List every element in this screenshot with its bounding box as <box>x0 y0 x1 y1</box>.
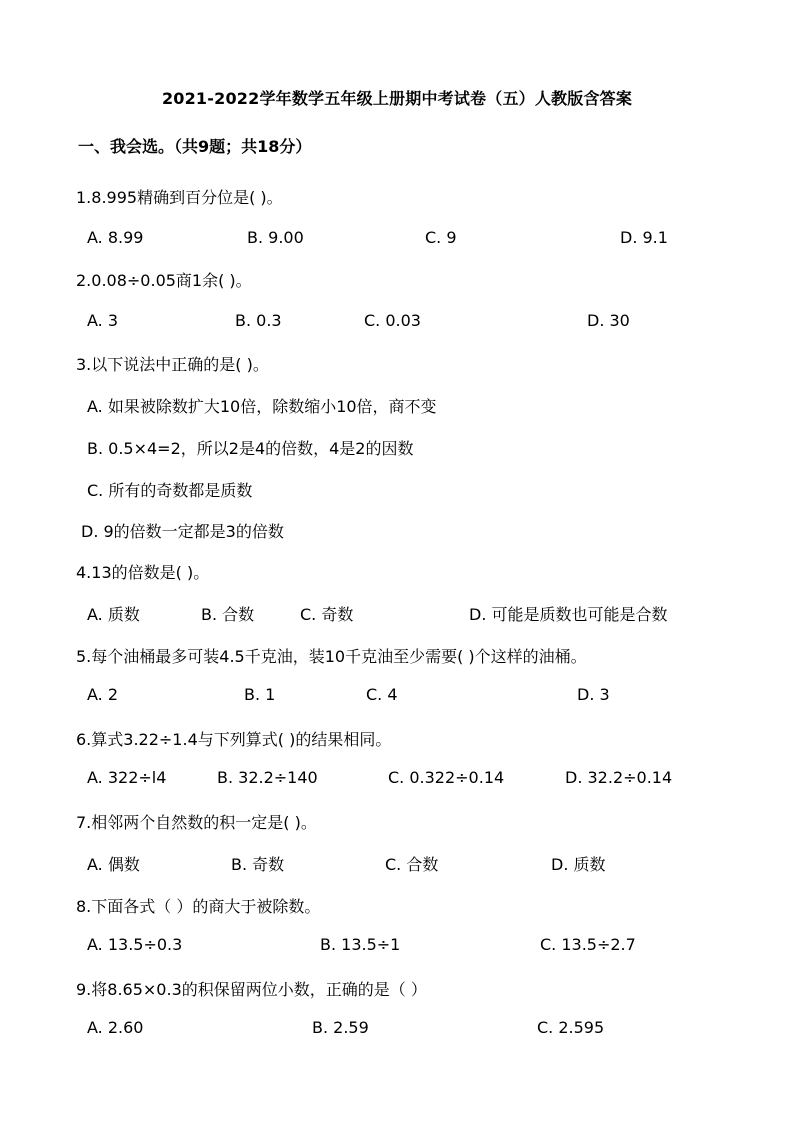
q2-option-a: A. 3 <box>87 311 119 330</box>
q6-option-d: D. 32.2÷0.14 <box>565 768 673 787</box>
question-7: 7.相邻两个自然数的积一定是( )。 <box>76 813 317 832</box>
question-3: 3.以下说法中正确的是( )。 <box>76 355 269 374</box>
q9-option-c: C. 2.595 <box>537 1018 605 1037</box>
q5-option-d: D. 3 <box>577 685 610 704</box>
q4-option-d: D. 可能是质数也可能是合数 <box>469 605 668 624</box>
q7-option-d: D. 质数 <box>551 855 606 874</box>
q8-option-a: A. 13.5÷0.3 <box>87 935 183 954</box>
section-heading: 一、我会选。（共9题；共18分） <box>78 137 312 156</box>
exam-title: 2021-2022学年数学五年级上册期中考试卷（五）人教版含答案 <box>161 89 633 108</box>
q1-option-b: B. 9.00 <box>247 228 304 247</box>
q8-option-c: C. 13.5÷2.7 <box>540 935 636 954</box>
q8-option-b: B. 13.5÷1 <box>320 935 401 954</box>
q3-option-d: D. 9的倍数一定都是3的倍数 <box>81 522 284 541</box>
question-4: 4.13的倍数是( )。 <box>76 563 210 582</box>
q6-option-a: A. 322÷l4 <box>87 768 167 787</box>
q1-option-a: A. 8.99 <box>87 228 144 247</box>
question-5: 5.每个油桶最多可装4.5千克油，装10千克油至少需要( )个这样的油桶。 <box>76 647 587 666</box>
q9-option-a: A. 2.60 <box>87 1018 144 1037</box>
q5-option-b: B. 1 <box>244 685 276 704</box>
q3-option-a: A. 如果被除数扩大10倍，除数缩小10倍，商不变 <box>87 397 437 416</box>
q1-option-c: C. 9 <box>425 228 457 247</box>
question-1: 1.8.995精确到百分位是( )。 <box>76 188 283 207</box>
q6-option-b: B. 32.2÷140 <box>217 768 318 787</box>
q5-option-c: C. 4 <box>366 685 398 704</box>
q7-option-a: A. 偶数 <box>87 855 140 874</box>
q7-option-c: C. 合数 <box>385 855 439 874</box>
q7-option-b: B. 奇数 <box>231 855 285 874</box>
question-2: 2.0.08÷0.05商1余( )。 <box>76 271 252 290</box>
q4-option-c: C. 奇数 <box>300 605 354 624</box>
question-8: 8.下面各式（ ）的商大于被除数。 <box>76 897 321 916</box>
q4-option-b: B. 合数 <box>201 605 255 624</box>
q2-option-c: C. 0.03 <box>364 311 421 330</box>
q5-option-a: A. 2 <box>87 685 119 704</box>
q9-option-b: B. 2.59 <box>312 1018 369 1037</box>
question-9: 9.将8.65×0.3的积保留两位小数，正确的是（ ） <box>76 980 427 999</box>
q4-option-a: A. 质数 <box>87 605 140 624</box>
q3-option-b: B. 0.5×4=2，所以2是4的倍数，4是2的因数 <box>87 439 414 458</box>
q2-option-b: B. 0.3 <box>235 311 282 330</box>
q3-option-c: C. 所有的奇数都是质数 <box>87 481 253 500</box>
q6-option-c: C. 0.322÷0.14 <box>388 768 505 787</box>
question-6: 6.算式3.22÷1.4与下列算式( )的结果相同。 <box>76 730 392 749</box>
q1-option-d: D. 9.1 <box>620 228 668 247</box>
q2-option-d: D. 30 <box>587 311 630 330</box>
